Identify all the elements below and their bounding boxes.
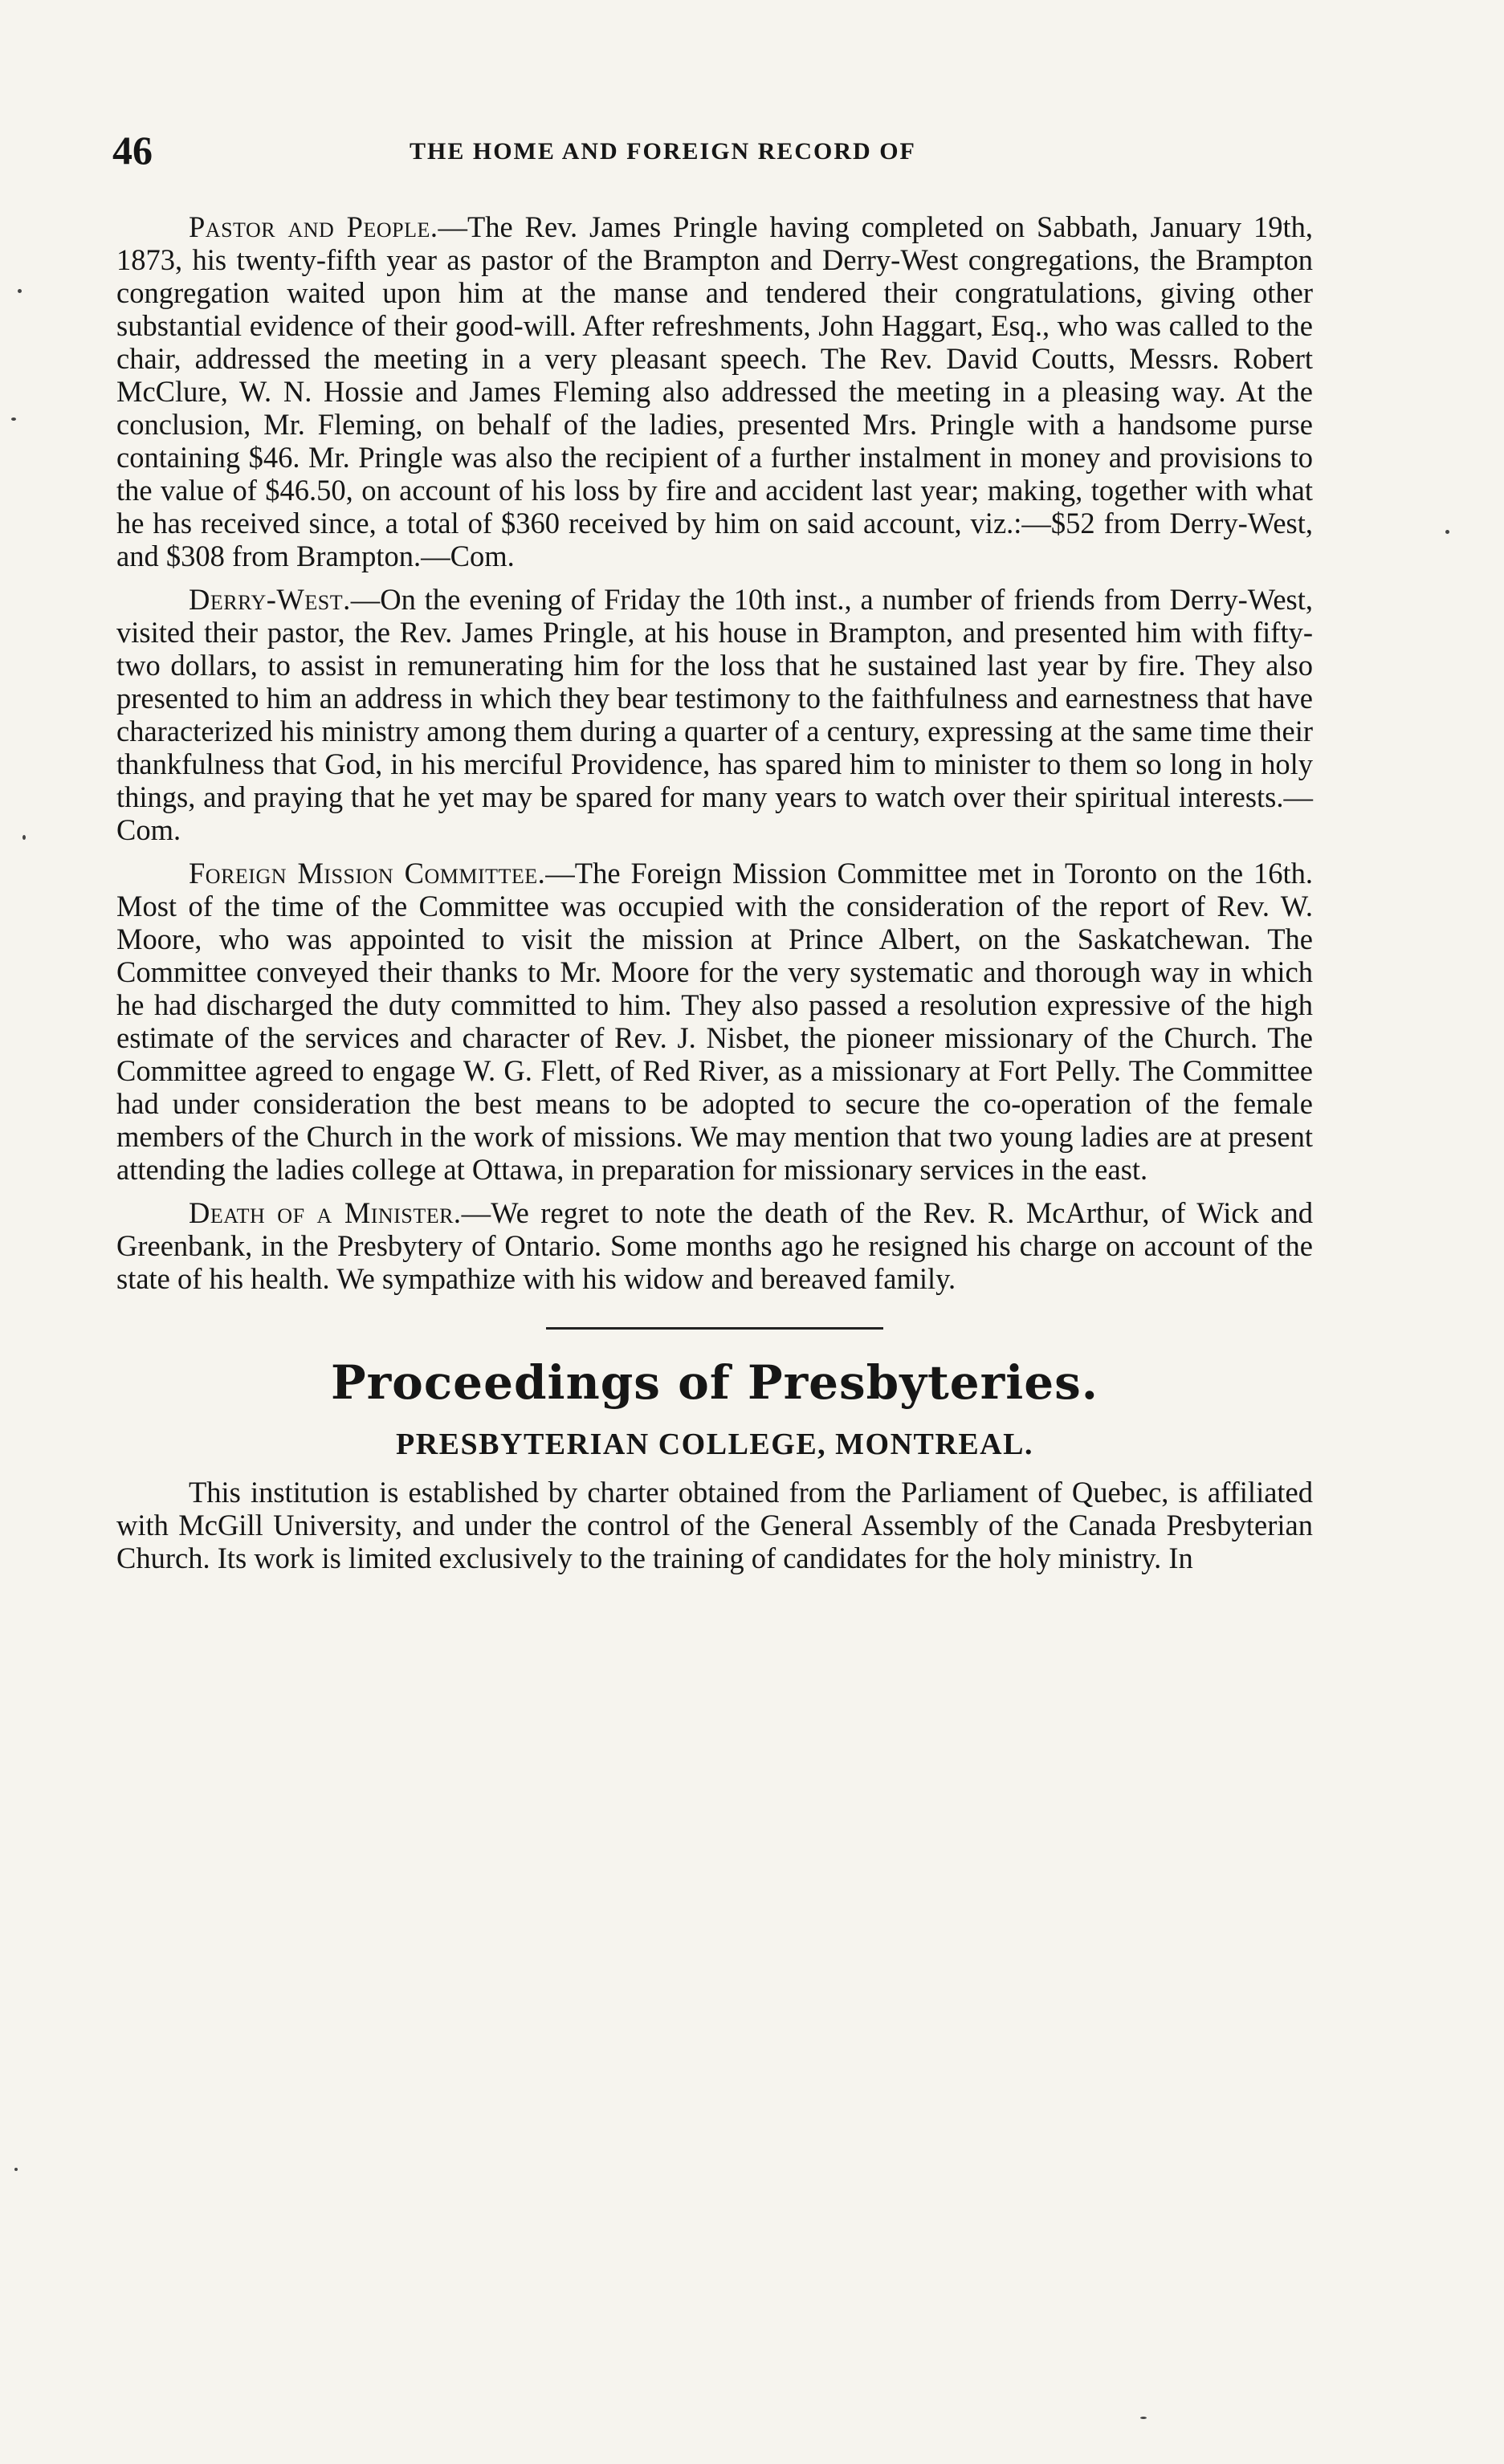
article-body: —The Foreign Mission Committee met in Toronto on the 16th. Most of the time of the Committee was occupied with the consideration of the report of Rev. W. Moore, who was appointed to visit the mission at Prince Albert, on the Saskatchewan. The Committee conveyed their thanks to Mr. Moore for the very systematic and thorough way in which he had discharged the duty committed to him. They also passed a resolution expressive of the high estimate of the services and character of Rev. J. Nisbet, the pioneer missionary of the Church. The Committee agreed to engage W. G. Flett, of Red River, as a missionary at Fort Pelly. The Committee had under consideration the best means to be adopted to secure the co-operation of the female members of the Church in the work of missions. We may mention that two young ladies are at present attending the ladies college at Ottawa, in preparation for missionary services in the east. [116,857,1313,1186]
article-lead: Foreign Mission Committee. [189,857,546,890]
scan-speck [1445,530,1449,534]
article-pastor-and-people [116,210,1313,572]
scan-speck [22,835,26,840]
section-title: Proceedings of Presbyteries. [331,1355,1098,1410]
page-number: 46 [112,128,153,173]
page-header [112,127,1317,175]
section-subhead: PRESBYTERIAN COLLEGE, MONTREAL. [396,1427,1033,1461]
article-body: —On the evening of Friday the 10th inst., a number of friends from Derry-West, visited their pastor, the Rev. James Pringle, at his house in Brampton, and presented him with fifty-two dollars, to assist in remunerating him for the loss that he sustained last year by fire. They also presented to him an address in which they bear testimony to the faithfulness and earnestness that have characterized his ministry among them during a quarter of a century, expressing at the same time their thankfulness that God, in his merciful Providence, has spared him to minister to them so long in holy things, and praying that he yet may be spared for many years to watch over their spiritual interests.—Com. [116,583,1313,846]
running-title: THE HOME AND FOREIGN RECORD OF [410,138,916,165]
article-derry-west [116,583,1313,846]
scan-speck [11,417,16,421]
scan-speck [14,2168,18,2171]
article-body: —We regret to note the death of the Rev. R. McArthur, of Wick and Greenbank, in the Presbytery of Ontario. Some months ago he resigned his charge on account of the state of his health. We sympathize with his widow and bereaved family. [116,1196,1313,1295]
text-column [116,210,1313,1585]
article-body: —The Rev. James Pringle having completed on Sabbath, January 19th, 1873, his twenty-fifth year as pastor of the Brampton and Derry-West congregations, the Brampton congregation waited upon him at the manse and tendered their congratulations, giving other substantial evidence of their good-will. After refreshments, John Haggart, Esq., who was called to the chair, addressed the meeting in a very pleasant speech. The Rev. David Coutts, Messrs. Robert McClure, W. N. Hossie and James Fleming also addressed the meeting in a pleasing way. At the conclusion, Mr. Fleming, on behalf of the ladies, presented Mrs. Pringle with a handsome purse containing $46. Mr. Pringle was also the recipient of a further instalment in money and provisions to the value of $46.50, on account of his loss by fire and accident last year; making, together with what he has received since, a total of $360 received by him on said account, viz.:—$52 from Derry-West, and $308 from Brampton.—Com. [116,210,1314,572]
article-lead: Derry-West. [189,583,351,616]
article-lead: Pastor and People. [189,210,438,243]
section-divider [546,1327,883,1330]
article-foreign-mission-committee [116,857,1313,1186]
article-lead: Death of a Minister. [189,1196,462,1229]
scan-speck [18,289,22,293]
scan-speck [1140,2417,1147,2419]
article-death-of-a-minister [116,1196,1313,1295]
section-body: This institution is established by charter obtained from the Parliament of Quebec, is affiliated with McGill University, and under the control of the General Assembly of the Canada Presbyterian Church. Its work is limited exclusively to the training of candidates for the holy ministry. In [116,1476,1313,1574]
